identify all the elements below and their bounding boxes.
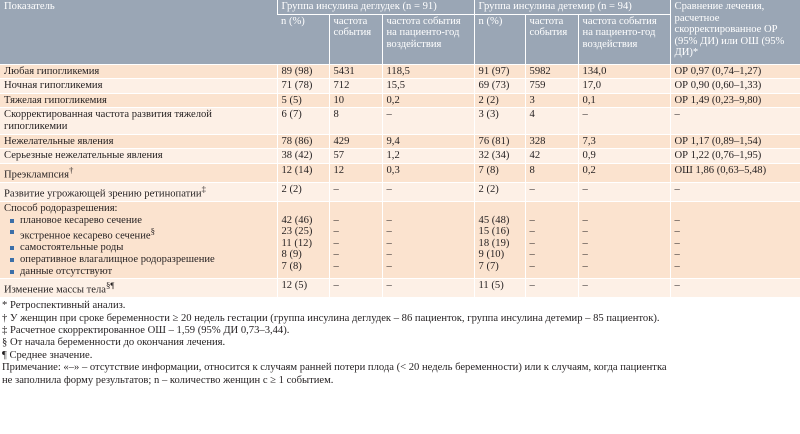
dash: –	[529, 226, 535, 238]
cell-freq-py-det: 0,1	[578, 93, 670, 108]
cell-freq-det: 4	[525, 108, 578, 134]
cell-freq-det: –	[525, 279, 578, 298]
row-label-text: Изменение массы тела	[4, 284, 106, 296]
cell-n-det: 2 (2)	[474, 182, 525, 201]
delivery-item: самостоятельные роды	[4, 242, 273, 254]
cell-freq-deg: 5431	[329, 64, 382, 79]
cell-freq-py-det: 0,2	[578, 163, 670, 182]
cell-comparison: –	[670, 108, 800, 134]
footnotes	[0, 297, 800, 387]
delivery-value: 7 (7)	[478, 260, 499, 272]
delivery-n-det	[474, 202, 525, 279]
cell-freq-deg: 12	[329, 163, 382, 182]
delivery-value: 7 (8)	[281, 260, 302, 272]
delivery-value: 15 (16)	[478, 226, 510, 238]
row-label: Серьезные нежелательные явления	[0, 149, 277, 164]
cell-freq-deg: 10	[329, 93, 382, 108]
dash: –	[386, 249, 392, 261]
delivery-labels	[0, 202, 277, 279]
delivery-freq-det	[525, 202, 578, 279]
table-row	[0, 79, 800, 94]
cell-comparison: ОШ 1,86 (0,63–5,48)	[670, 163, 800, 182]
dash: –	[674, 226, 680, 238]
row-label	[0, 182, 277, 201]
cell-n-det: 91 (97)	[474, 64, 525, 79]
dash: –	[386, 226, 392, 238]
cell-n-det: 2 (2)	[474, 93, 525, 108]
delivery-value: 9 (10)	[478, 249, 505, 261]
delivery-comparison	[670, 202, 800, 279]
delivery-value: 8 (9)	[281, 249, 302, 261]
row-label: Ночная гипогликемия	[0, 79, 277, 94]
delivery-value: 42 (46)	[281, 214, 313, 226]
cell-n-det: 3 (3)	[474, 108, 525, 134]
delivery-value: 11 (12)	[281, 237, 312, 249]
cell-freq-det: 759	[525, 79, 578, 94]
cell-freq-deg: 429	[329, 134, 382, 149]
cell-freq-py-det: –	[578, 182, 670, 201]
cell-n-det: 76 (81)	[474, 134, 525, 149]
header-indicator: Показатель	[0, 0, 277, 64]
cell-n-det: 7 (8)	[474, 163, 525, 182]
dash: –	[529, 249, 535, 261]
cell-freq-det: 328	[525, 134, 578, 149]
cell-comparison: ОР 1,49 (0,23–9,80)	[670, 93, 800, 108]
table-row	[0, 93, 800, 108]
table-row	[0, 182, 800, 201]
table-row	[0, 64, 800, 79]
dash: –	[386, 214, 392, 226]
cell-freq-deg: 8	[329, 108, 382, 134]
cell-n-deg: 71 (78)	[277, 79, 329, 94]
delivery-value: 18 (19)	[478, 237, 510, 249]
cell-freq-det: 3	[525, 93, 578, 108]
cell-freq-py-deg: –	[382, 279, 474, 298]
footnote-mark: §¶	[105, 280, 115, 291]
row-label: Тяжелая гипогликемия	[0, 93, 277, 108]
cell-n-deg: 78 (86)	[277, 134, 329, 149]
delivery-item: плановое кесарево сечение	[4, 215, 273, 227]
dash: –	[333, 214, 339, 226]
cell-n-deg: 2 (2)	[277, 182, 329, 201]
dash: –	[674, 249, 680, 261]
cell-comparison: ОР 0,90 (0,60–1,33)	[670, 79, 800, 94]
delivery-heading: Способ родоразрешения:	[4, 203, 118, 214]
table-row	[0, 108, 800, 134]
header-group-degludec: Группа инсулина деглудек (n = 91)	[277, 0, 474, 14]
cell-freq-det: 42	[525, 149, 578, 164]
dash: –	[674, 260, 680, 272]
cell-freq-py-det: –	[578, 108, 670, 134]
dash: –	[333, 260, 339, 272]
footnote: ¶ Среднее значение.	[2, 349, 93, 361]
cell-freq-py-deg: 1,2	[382, 149, 474, 164]
delivery-row	[0, 202, 800, 279]
delivery-item: оперативное влагалищное родоразрешение	[4, 254, 273, 266]
cell-freq-deg: –	[329, 279, 382, 298]
footnote: не заполнила форму результатов; n – количество женщин с ≥ 1 событием.	[2, 374, 334, 386]
cell-freq-deg: 57	[329, 149, 382, 164]
dash: –	[529, 260, 535, 272]
header-freq-deg: частота события	[329, 14, 382, 64]
cell-n-deg: 12 (14)	[277, 163, 329, 182]
cell-n-deg: 12 (5)	[277, 279, 329, 298]
cell-freq-py-deg: 118,5	[382, 64, 474, 79]
cell-comparison: ОР 1,22 (0,76–1,95)	[670, 149, 800, 164]
dash: –	[582, 226, 588, 238]
footnote-mark: †	[68, 164, 74, 175]
cell-freq-py-deg: 9,4	[382, 134, 474, 149]
footnote: Примечание: «–» – отсутствие информации, относится к случаям ранней потери плода (< 20 недель беременности) или к случаям, когда пациентка	[2, 362, 667, 374]
row-label	[0, 279, 277, 298]
header-comparison: Сравнение лечения, расчетное скорректированное ОР (95% ДИ) или ОШ (95% ДИ)*	[670, 0, 800, 64]
dash: –	[333, 226, 339, 238]
header-freq-py-det: частота события на пациенто-год воздействия	[578, 14, 670, 64]
header-freq-py-deg: частота события на пациенто-год воздействия	[382, 14, 474, 64]
dash: –	[333, 237, 339, 249]
dash: –	[333, 249, 339, 261]
delivery-freq-deg	[329, 202, 382, 279]
cell-freq-deg: 712	[329, 79, 382, 94]
delivery-item: данные отсутствуют	[4, 266, 273, 278]
cell-comparison: ОР 1,17 (0,89–1,54)	[670, 134, 800, 149]
cell-freq-py-det: 0,9	[578, 149, 670, 164]
dash: –	[529, 214, 535, 226]
cell-comparison: ОР 0,97 (0,74–1,27)	[670, 64, 800, 79]
row-label: Нежелательные явления	[0, 134, 277, 149]
cell-n-deg: 6 (7)	[277, 108, 329, 134]
delivery-item	[4, 226, 273, 242]
cell-n-deg: 5 (5)	[277, 93, 329, 108]
delivery-freq-py-det	[578, 202, 670, 279]
table-row	[0, 134, 800, 149]
cell-freq-py-det: 17,0	[578, 79, 670, 94]
table-row	[0, 149, 800, 164]
header-group-detemir: Группа инсулина детемир (n = 94)	[474, 0, 670, 14]
footnote-mark: §	[150, 226, 156, 237]
cell-freq-py-deg: –	[382, 108, 474, 134]
cell-freq-det: 8	[525, 163, 578, 182]
cell-n-det: 32 (34)	[474, 149, 525, 164]
header-row-groups	[0, 0, 800, 14]
cell-comparison: –	[670, 182, 800, 201]
row-label: Скорректированная частота развития тяжелой гипогликемии	[0, 108, 277, 134]
dash: –	[582, 260, 588, 272]
delivery-value: 23 (25)	[281, 226, 313, 238]
header-n-deg: n (%)	[277, 14, 329, 64]
delivery-freq-py-deg	[382, 202, 474, 279]
dash: –	[582, 237, 588, 249]
delivery-item-text: экстренное кесарево сечение	[20, 230, 151, 242]
cell-freq-deg: –	[329, 182, 382, 201]
cell-freq-py-det: –	[578, 279, 670, 298]
row-label-text: Развитие угрожающей зрению ретинопатии	[4, 188, 202, 200]
dash: –	[674, 237, 680, 249]
row-label: Любая гипогликемия	[0, 64, 277, 79]
header-freq-det: частота события	[525, 14, 578, 64]
footnote: * Ретроспективный анализ.	[2, 300, 126, 312]
table-row	[0, 279, 800, 298]
footnote: † У женщин при сроке беременности ≥ 20 недель гестации (группа инсулина деглудек – 86 пациенток, группа инсулина детемир – 85 пациенток).	[2, 312, 660, 324]
row-label	[0, 163, 277, 182]
table-row	[0, 163, 800, 182]
dash: –	[674, 214, 680, 226]
header-n-det: n (%)	[474, 14, 525, 64]
cell-freq-det: –	[525, 182, 578, 201]
cell-freq-py-deg: 15,5	[382, 79, 474, 94]
dash: –	[529, 237, 535, 249]
cell-n-deg: 38 (42)	[277, 149, 329, 164]
cell-freq-py-det: 7,3	[578, 134, 670, 149]
footnote: § От начала беременности до окончания лечения.	[2, 337, 226, 349]
cell-freq-py-deg: 0,3	[382, 163, 474, 182]
cell-freq-py-det: 134,0	[578, 64, 670, 79]
footnote: ‡ Расчетное скорректированное ОШ – 1,59 (95% ДИ 0,73–3,44).	[2, 325, 290, 337]
cell-freq-py-deg: 0,2	[382, 93, 474, 108]
delivery-n-deg	[277, 202, 329, 279]
cell-freq-py-deg: –	[382, 182, 474, 201]
cell-freq-det: 5982	[525, 64, 578, 79]
cell-n-det: 11 (5)	[474, 279, 525, 298]
dash: –	[386, 260, 392, 272]
dash: –	[582, 214, 588, 226]
cell-comparison: –	[670, 279, 800, 298]
delivery-value: 45 (48)	[478, 214, 510, 226]
footnote-mark: ‡	[201, 183, 207, 194]
cell-n-deg: 89 (98)	[277, 64, 329, 79]
dash: –	[386, 237, 392, 249]
row-label-text: Преэклампсия	[4, 169, 69, 181]
dash: –	[582, 249, 588, 261]
cell-n-det: 69 (73)	[474, 79, 525, 94]
